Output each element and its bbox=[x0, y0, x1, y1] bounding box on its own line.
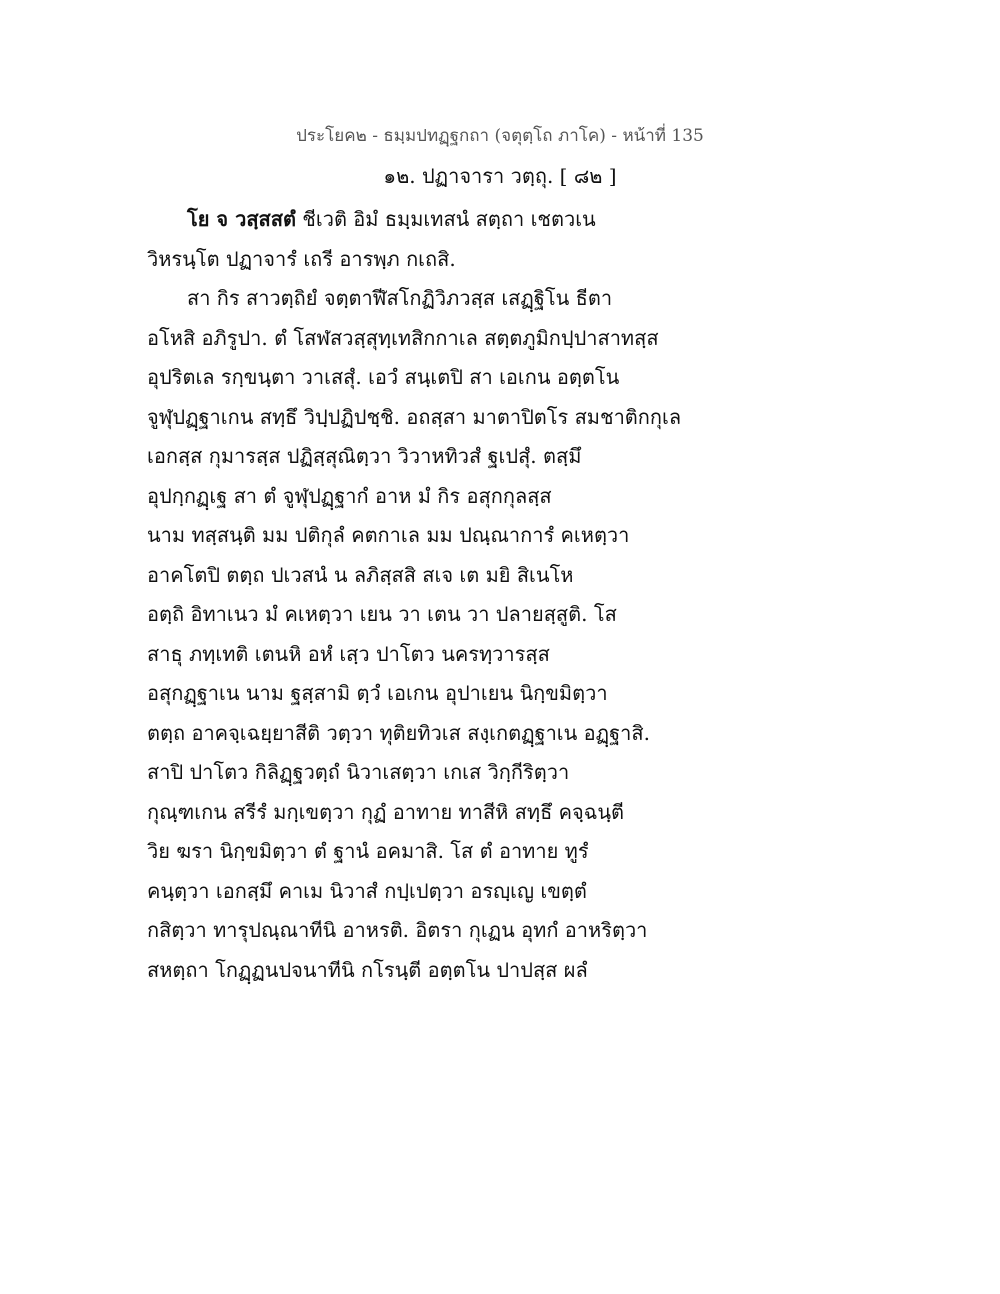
text-line-1 bbox=[147, 200, 707, 240]
text-line-11: อตฺถิ อิทาเนว มํ คเหตฺวา เยน วา เตน วา ปลายสฺสูติ. โส bbox=[147, 602, 617, 626]
section-title: ๑๒. ปฏาจารา วตฺถุ. [ ๘๒ ] bbox=[383, 164, 617, 188]
text-line-15: สาปิ ปาโตว กิลิฏฺฐวตฺถํ นิวาเสตฺวา เกเส วิกฺกีริตฺวา bbox=[147, 760, 570, 784]
text-line-19: กสิตฺวา ทารุปณฺณาทีนิ อาหรติ. อิตรา กุเฏน อุทกํ อาหริตฺวา bbox=[147, 918, 648, 942]
text-line-2: วิหรนฺโต ปฏาจารํ เถรี อารพฺภ กเถสิ. bbox=[147, 246, 456, 271]
body-text bbox=[147, 200, 707, 990]
text-line-6: จูฬุปฏฺฐาเกน สทฺธึ วิปฺปฏิปชฺชิ. อถสฺสา มาตาปิตโร สมชาติกกุเล bbox=[147, 404, 682, 429]
text-line-8: อุปกฺกฏฺเฐ สา ตํ จูฬุปฏฺฐากํ อาห มํ กิร อสุกกุลสฺส bbox=[147, 483, 552, 508]
text-line-13: อสุกฏฺฐาเน นาม ฐสฺสามิ ตฺวํ เอเกน อุปาเยน นิกฺขมิตฺวา bbox=[147, 681, 608, 705]
running-header: ประโยค๒ - ธมฺมปทฏฺฐกถา (จตุตฺโถ ภาโค) - หน้าที่ 135 bbox=[296, 126, 704, 146]
text-line-20: สหตฺถา โกฏฺฏนปจนาทีนิ กโรนฺตี อตฺตโน ปาปสฺส ผลํ bbox=[147, 957, 588, 982]
first-line-rest: ชีเวติ อิมํ ธมฺมเทสนํ สตฺถา เชตวเน bbox=[295, 207, 596, 231]
text-line-3: สา กิร สาวตฺถิยํ จตฺตาฬีสโกฏิวิภวสฺส เสฏฺฐิโน ธีตา bbox=[187, 286, 613, 310]
text-line-14: ตตฺถ อาคจฺเฉยฺยาสีติ วตฺวา ทุติยทิวเส สงฺเกตฏฺฐาเน อฏฺฐาสิ. bbox=[147, 720, 650, 745]
text-line-5: อุปริตเล รกฺขนฺตา วาเสสุํ. เอวํ สนฺเตปิ สา เอเกน อตฺตโน bbox=[147, 365, 620, 389]
text-line-16: กุณฺฑเกน สรีรํ มกฺเขตฺวา กุฏํ อาทาย ทาสีหิ สทฺธึ คจฺฉนฺตี bbox=[147, 799, 625, 824]
text-line-12: สาธุ ภทฺเทติ เตนหิ อหํ เสฺว ปาโตว นครทฺวารสฺส bbox=[147, 641, 550, 666]
text-line-10: อาคโตปิ ตตฺถ ปเวสนํ น ลภิสฺสสิ สเจ เต มยิ สิเนโห bbox=[147, 562, 574, 587]
verse-quote: โย จ วสฺสสตํ bbox=[187, 207, 296, 231]
text-line-4: อโหสิ อภิรูปา. ตํ โสฬสวสฺสุทฺเทสิกกาเล สตฺตภูมิกปฺปาสาทสฺส bbox=[147, 325, 659, 350]
text-line-7: เอกสฺส กุมารสฺส ปฏิสฺสุณิตฺวา วิวาหทิวสํ ฐเปสุํ. ตสฺมึ bbox=[147, 444, 582, 468]
text-line-9: นาม ทสฺสนฺติ มม ปติกุลํ คตกาเล มม ปณฺณาการํ คเหตฺวา bbox=[147, 523, 630, 547]
text-line-18: คนฺตฺวา เอกสฺมึ คาเม นิวาสํ กปฺเปตฺวา อรญฺเญ เขตฺตํ bbox=[147, 878, 587, 903]
text-line-17: วิย ฆรา นิกฺขมิตฺวา ตํ ฐานํ อคมาสิ. โส ตํ อาทาย ทูรํ bbox=[147, 839, 589, 863]
